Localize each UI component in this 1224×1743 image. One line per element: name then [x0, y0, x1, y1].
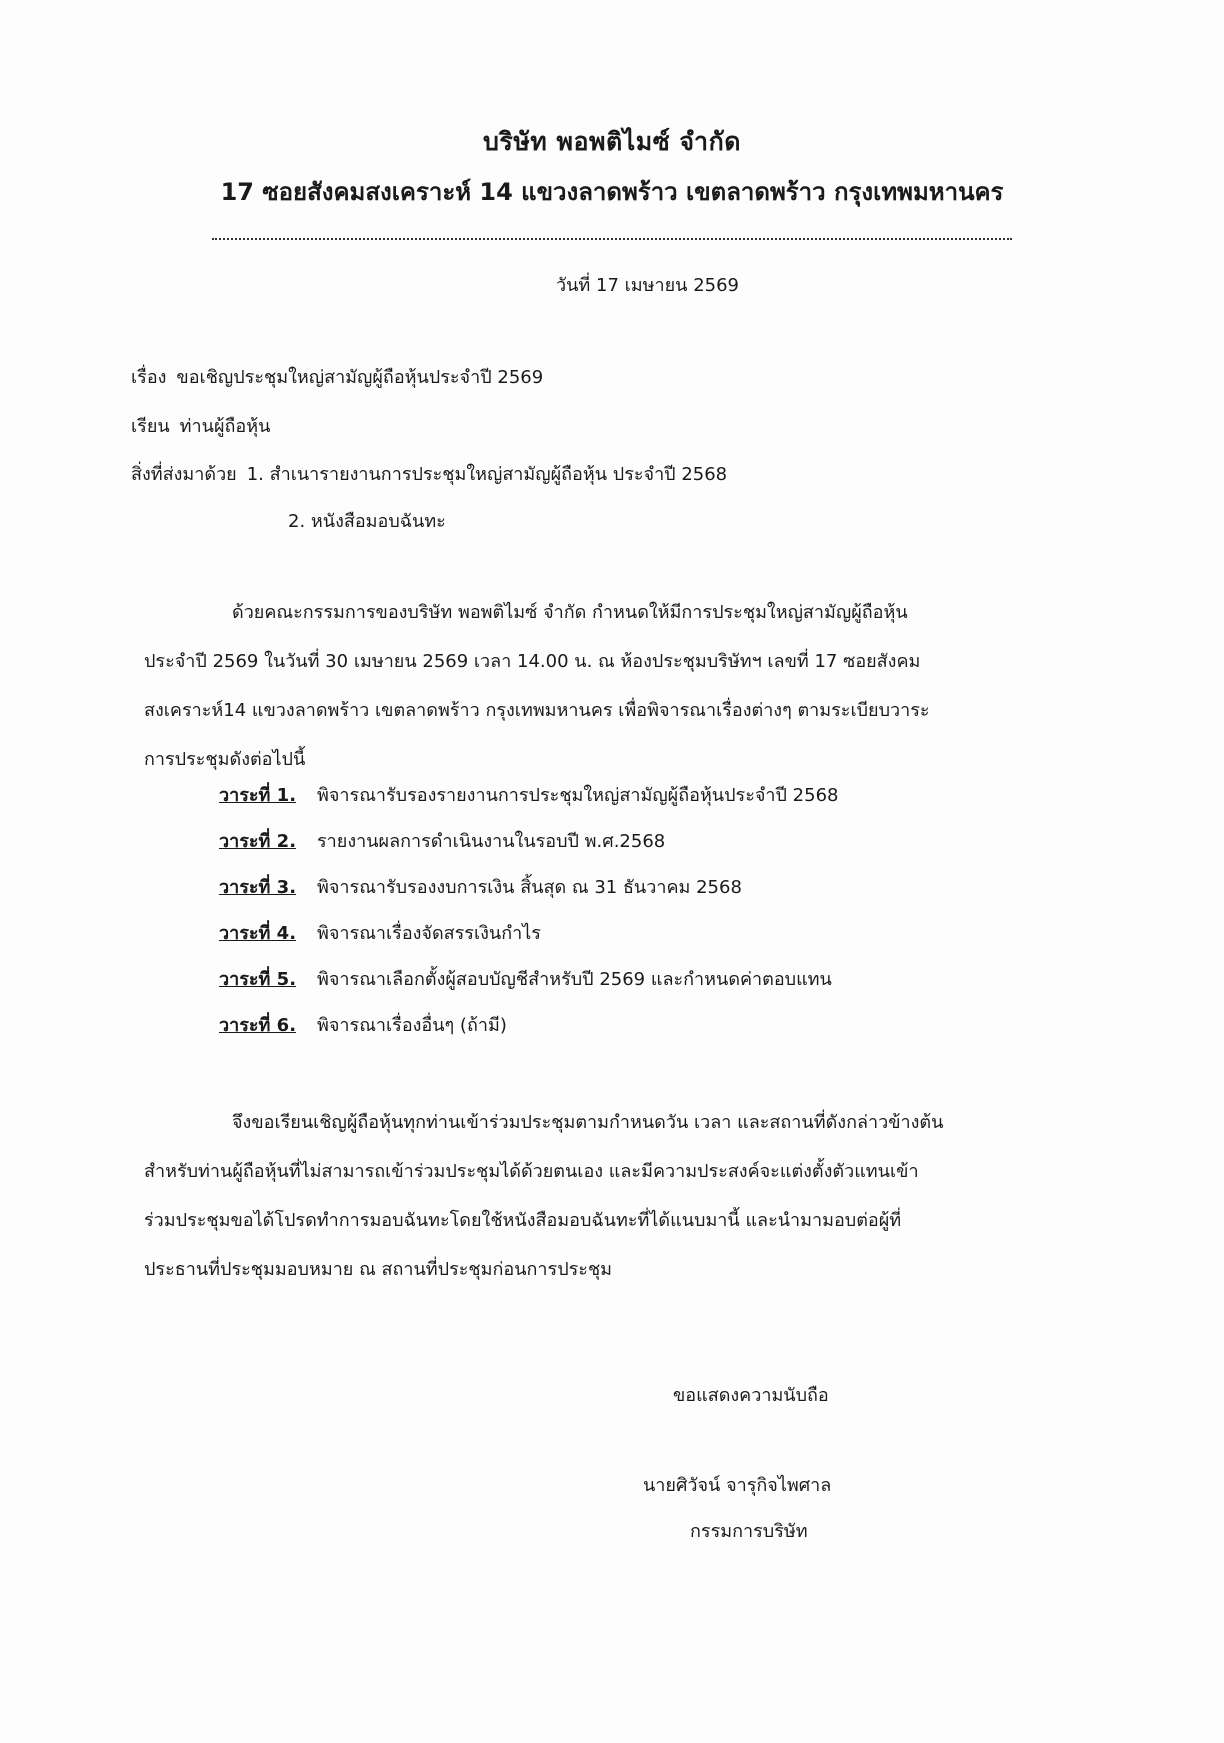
dotted-divider [212, 238, 1012, 240]
subject-text: ขอเชิญประชุมใหญ่สามัญผู้ถือหุ้นประจำปี 2569 [176, 367, 544, 388]
agenda-label: วาระที่ 3. [219, 877, 297, 898]
agenda-text: พิจารณาเลือกตั้งผู้สอบบัญชีสำหรับปี 2569 และกำหนดค่าตอบแทน [317, 969, 832, 990]
paragraph-line: การประชุมดังต่อไปนี้ [144, 749, 306, 770]
agenda-label: วาระที่ 6. [219, 1015, 297, 1036]
letter-date: วันที่ 17 เมษายน 2569 [556, 275, 739, 296]
enclosure-label: สิ่งที่ส่งมาด้วย [131, 464, 237, 485]
subject-label: เรื่อง [131, 367, 167, 388]
agenda-item [219, 964, 832, 993]
paragraph-line: ประจำปี 2569 ในวันที่ 30 เมษายน 2569 เวลา 14.00 น. ณ ห้องประชุมบริษัทฯ เลขที่ 17 ซอยสังคม [144, 651, 921, 672]
agenda-item [219, 780, 838, 809]
enclosure-line [131, 459, 727, 488]
agenda-text: รายงานผลการดำเนินงานในรอบปี พ.ศ.2568 [317, 831, 666, 852]
paragraph-line: จึงขอเรียนเชิญผู้ถือหุ้นทุกท่านเข้าร่วมประชุมตามกำหนดวัน เวลา และสถานที่ดังกล่าวข้างต้น [232, 1112, 944, 1133]
paragraph-line: ด้วยคณะกรรมการของบริษัท พอพติไมซ์ จำกัด กำหนดให้มีการประชุมใหญ่สามัญผู้ถือหุ้น [232, 602, 908, 623]
agenda-label: วาระที่ 4. [219, 923, 297, 944]
agenda-item [219, 918, 541, 947]
paragraph-line: ร่วมประชุมขอได้โปรดทำการมอบฉันทะโดยใช้หนังสือมอบฉันทะที่ได้แนบมานี้ และนำมามอบต่อผู้ที่ [144, 1210, 902, 1231]
agenda-text: พิจารณาเรื่องอื่นๆ (ถ้ามี) [317, 1015, 507, 1036]
company-address: 17 ซอยสังคมสงเคราะห์ 14 แขวงลาดพร้าว เขตลาดพร้าว กรุงเทพมหานคร [220, 178, 1004, 206]
signatory-name: นายศิวัจน์ จารุกิจไพศาล [643, 1475, 832, 1496]
closing-phrase: ขอแสดงความนับถือ [673, 1385, 829, 1406]
recipient-label: เรียน [131, 416, 170, 437]
agenda-text: พิจารณารับรองงบการเงิน สิ้นสุด ณ 31 ธันวาคม 2568 [317, 877, 742, 898]
agenda-label: วาระที่ 2. [219, 831, 297, 852]
paragraph-line: สำหรับท่านผู้ถือหุ้นที่ไม่สามารถเข้าร่วมประชุมได้ด้วยตนเอง และมีความประสงค์จะแต่งตั้งตัวแทนเข้า [144, 1161, 919, 1182]
subject-line [131, 362, 543, 391]
agenda-label: วาระที่ 1. [219, 785, 297, 806]
paragraph-line: สงเคราะห์14 แขวงลาดพร้าว เขตลาดพร้าว กรุงเทพมหานคร เพื่อพิจารณาเรื่องต่างๆ ตามระเบียบวาระ [144, 700, 930, 721]
agenda-item [219, 872, 742, 901]
recipient-line [131, 411, 270, 440]
agenda-item [219, 826, 665, 855]
enclosure-item: 1. สำเนารายงานการประชุมใหญ่สามัญผู้ถือหุ้น ประจำปี 2568 [246, 464, 728, 485]
company-name: บริษัท พอพติไมซ์ จำกัด [483, 127, 741, 156]
signatory-title: กรรมการบริษัท [690, 1521, 808, 1542]
agenda-text: พิจารณารับรองรายงานการประชุมใหญ่สามัญผู้ถือหุ้นประจำปี 2568 [317, 785, 839, 806]
agenda-item [219, 1010, 507, 1039]
paragraph-line: ประธานที่ประชุมมอบหมาย ณ สถานที่ประชุมก่อนการประชุม [144, 1259, 613, 1280]
enclosure-item: 2. หนังสือมอบฉันทะ [288, 511, 446, 532]
agenda-label: วาระที่ 5. [219, 969, 297, 990]
agenda-text: พิจารณาเรื่องจัดสรรเงินกำไร [317, 923, 541, 944]
recipient-text: ท่านผู้ถือหุ้น [179, 416, 271, 437]
